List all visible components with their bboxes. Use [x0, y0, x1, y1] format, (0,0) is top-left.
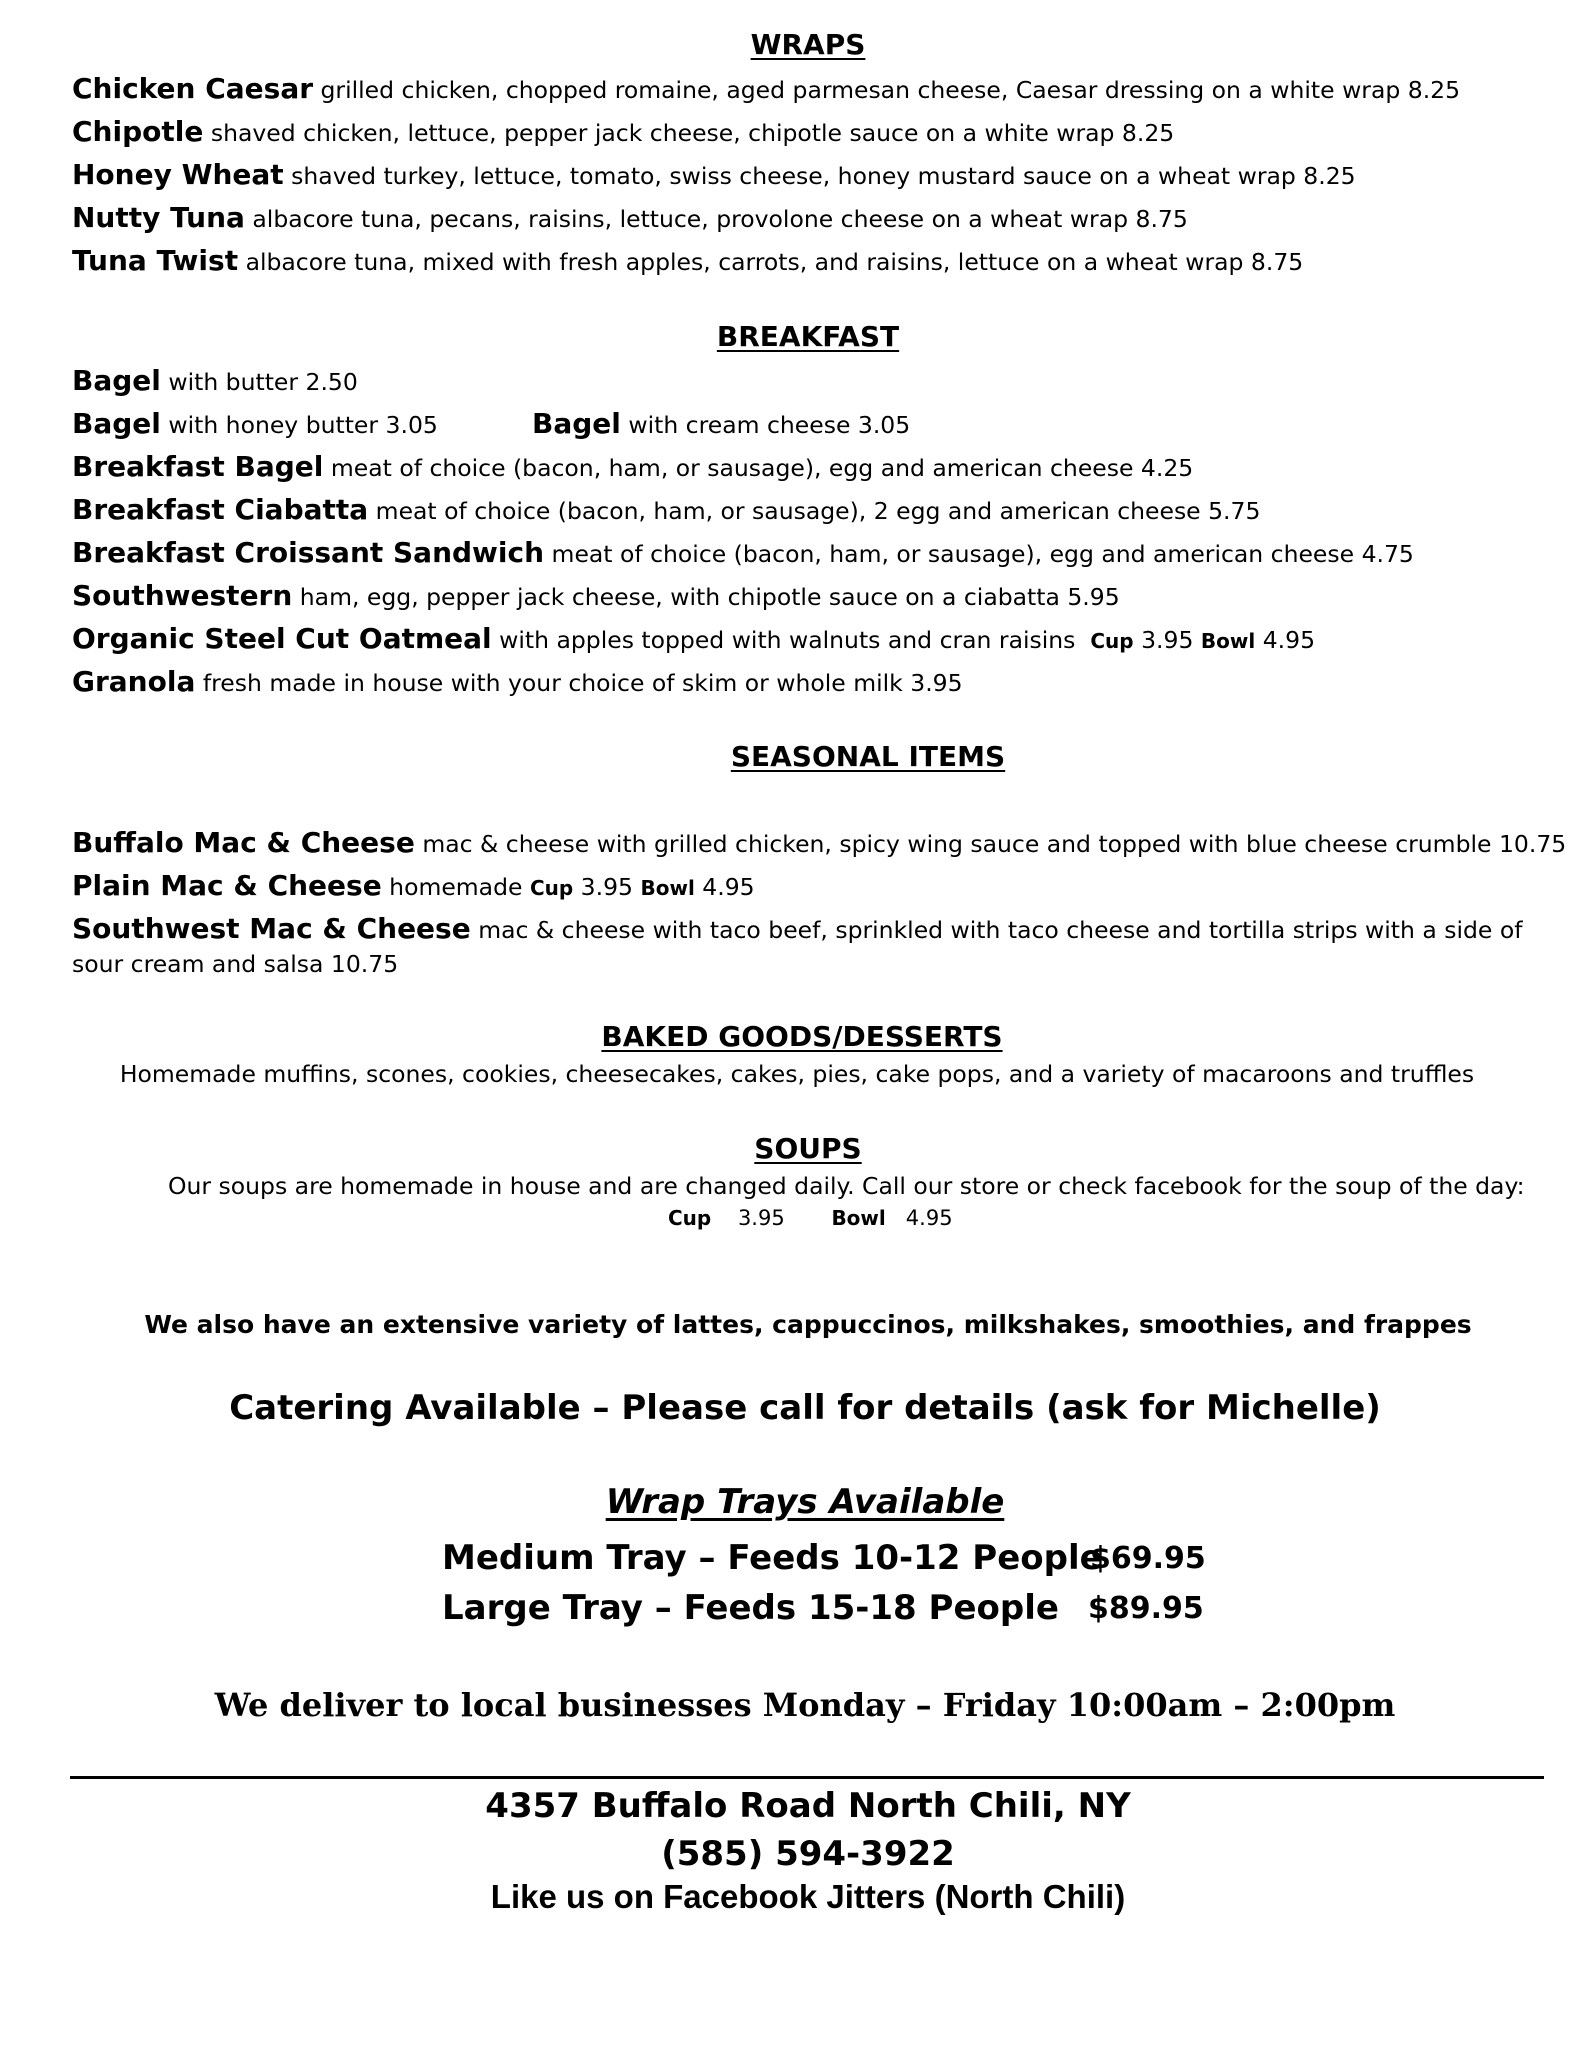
wrap-trays-heading: Wrap Trays Available	[605, 1482, 1005, 1522]
large-tray-price: $89.95	[1088, 1591, 1204, 1626]
breakfast-heading: BREAKFAST	[716, 320, 900, 353]
menu-item	[72, 407, 438, 440]
item-name: Bagel	[72, 364, 161, 397]
item-description: with cream cheese 3.05	[628, 411, 911, 439]
item-name: Bagel	[532, 407, 621, 440]
item-name: Honey Wheat	[72, 158, 284, 191]
menu-item	[72, 493, 1260, 526]
cup-label: Cup	[1090, 629, 1134, 653]
large-tray-label: Large Tray – Feeds 15-18 People	[442, 1588, 1059, 1628]
bowl-label: Bowl	[640, 876, 695, 900]
delivery-note: We deliver to local businesses Monday – Friday 10:00am – 2:00pm	[214, 1686, 1396, 1724]
footer-facebook: Like us on Facebook Jitters (North Chili)	[490, 1878, 1126, 1915]
item-description: meat of choice (bacon, ham, or sausage), egg and american cheese 4.75	[551, 540, 1414, 568]
soups-heading: SOUPS	[754, 1132, 862, 1165]
item-name: Nutty Tuna	[72, 201, 245, 234]
menu-item	[72, 450, 1193, 483]
menu-item	[72, 72, 1460, 105]
item-name: Southwest Mac & Cheese	[72, 912, 471, 945]
item-name: Buffalo Mac & Cheese	[72, 826, 415, 859]
cup-label: Cup	[668, 1206, 712, 1230]
menu-item	[532, 407, 910, 440]
footer-phone: (585) 594-3922	[661, 1834, 955, 1874]
baked-goods-text: Homemade muffins, scones, cookies, cheesecakes, cakes, pies, cake pops, and a variety of macaroons and truffles	[119, 1060, 1475, 1088]
item-name: Southwestern	[72, 579, 293, 612]
menu-item	[72, 912, 1523, 945]
menu-item	[72, 158, 1356, 191]
item-description: with honey butter 3.05	[168, 411, 438, 439]
item-description: mac & cheese with taco beef, sprinkled with taco cheese and tortilla strips with a side of	[478, 916, 1523, 944]
menu-item	[72, 244, 1303, 277]
item-description: albacore tuna, mixed with fresh apples, carrots, and raisins, lettuce on a wheat wrap 8.75	[245, 248, 1304, 276]
cup-label: Cup	[529, 876, 574, 900]
item-description: shaved chicken, lettuce, pepper jack cheese, chipotle sauce on a white wrap 8.25	[210, 119, 1175, 147]
item-name: Plain Mac & Cheese	[72, 869, 382, 902]
bowl-label: Bowl	[1200, 629, 1256, 653]
catering-note: Catering Available – Please call for details (ask for Michelle)	[229, 1388, 1381, 1428]
menu-item	[72, 826, 1566, 859]
item-name: Chipotle	[72, 115, 204, 148]
menu-item	[72, 869, 755, 902]
item-name: Organic Steel Cut Oatmeal	[72, 622, 492, 655]
item-name: Bagel	[72, 407, 161, 440]
cup-price: 3.95	[580, 873, 633, 901]
bowl-price: 4.95	[1262, 626, 1316, 654]
menu-item	[72, 536, 1414, 569]
baked-goods-heading: BAKED GOODS/DESSERTS	[601, 1020, 1003, 1053]
item-name: Breakfast Croissant Sandwich	[72, 536, 545, 569]
soups-text: Our soups are homemade in house and are changed daily. Call our store or check facebook for the soup of the day:	[168, 1172, 1525, 1200]
item-description: grilled chicken, chopped romaine, aged parmesan cheese, Caesar dressing on a white wrap 8.25	[320, 76, 1461, 104]
drinks-note: We also have an extensive variety of lattes, cappuccinos, milkshakes, smoothies, and frappes	[144, 1310, 1472, 1339]
bowl-price: 4.95	[702, 873, 755, 901]
menu-item	[72, 201, 1188, 234]
footer-address: 4357 Buffalo Road North Chili, NY	[485, 1786, 1131, 1826]
menu-item	[72, 579, 1120, 612]
item-name: Breakfast Bagel	[72, 450, 324, 483]
footer-divider	[70, 1776, 1544, 1779]
bowl-price: 4.95	[905, 1206, 953, 1230]
item-name: Breakfast Ciabatta	[72, 493, 369, 526]
item-description: with apples topped with walnuts and cran raisins	[499, 626, 1076, 654]
medium-tray-price: $69.95	[1090, 1541, 1206, 1576]
item-name: Granola	[72, 665, 196, 698]
item-name: Tuna Twist	[72, 244, 239, 277]
item-name: Chicken Caesar	[72, 72, 314, 105]
item-description: fresh made in house with your choice of skim or whole milk 3.95	[202, 669, 963, 697]
medium-tray-label: Medium Tray – Feeds 10-12 People	[442, 1538, 1103, 1578]
menu-item-continuation: sour cream and salsa 10.75	[72, 950, 399, 978]
cup-price: 3.95	[737, 1206, 785, 1230]
item-description: meat of choice (bacon, ham, or sausage), 2 egg and american cheese 5.75	[375, 497, 1261, 525]
seasonal-heading: SEASONAL ITEMS	[730, 740, 1006, 773]
bowl-label: Bowl	[831, 1206, 886, 1230]
menu-item	[72, 364, 358, 397]
menu-item	[72, 115, 1174, 148]
wraps-heading: WRAPS	[750, 28, 866, 61]
item-description: shaved turkey, lettuce, tomato, swiss cheese, honey mustard sauce on a wheat wrap 8.25	[291, 162, 1356, 190]
item-description: with butter 2.50	[168, 368, 358, 396]
item-description: ham, egg, pepper jack cheese, with chipotle sauce on a ciabatta 5.95	[299, 583, 1120, 611]
item-description: meat of choice (bacon, ham, or sausage), egg and american cheese 4.25	[330, 454, 1194, 482]
item-description: mac & cheese with grilled chicken, spicy wing sauce and topped with blue cheese crumble 10.75	[422, 830, 1567, 858]
cup-price: 3.95	[1141, 626, 1194, 654]
menu-item	[72, 665, 963, 698]
soups-prices	[668, 1206, 953, 1230]
menu-item	[72, 622, 1315, 655]
item-description: homemade	[389, 873, 523, 901]
item-description: albacore tuna, pecans, raisins, lettuce, provolone cheese on a wheat wrap 8.75	[252, 205, 1188, 233]
